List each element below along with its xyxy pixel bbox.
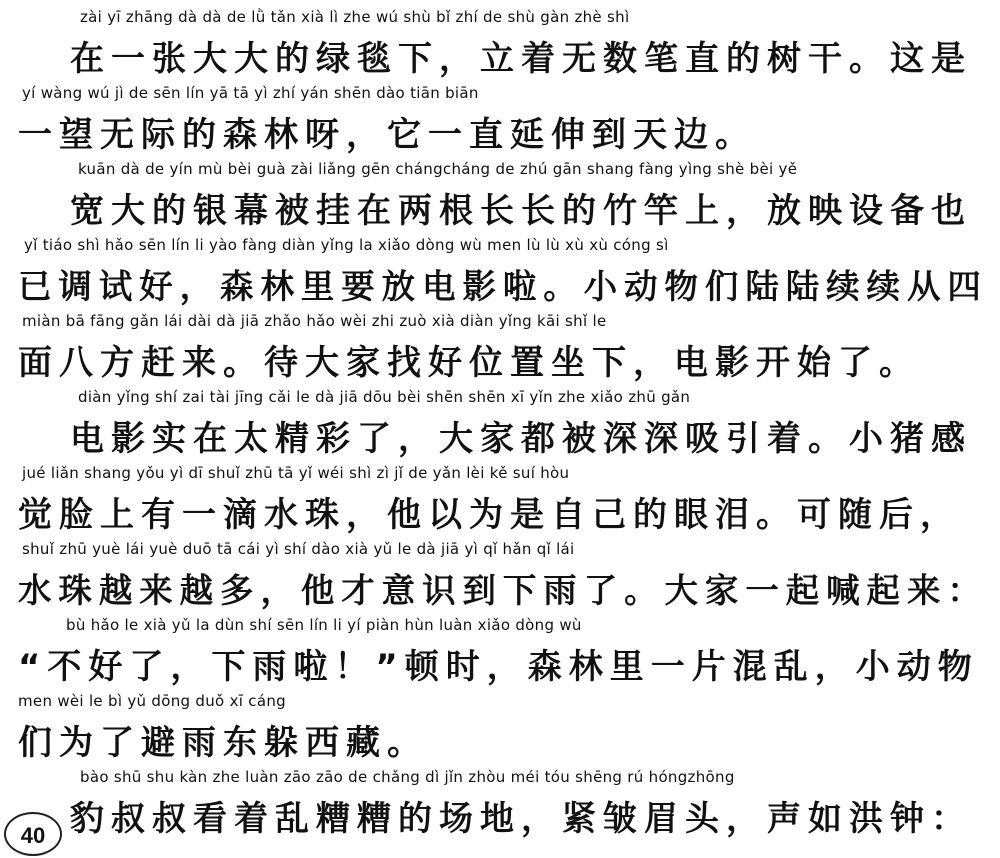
text-line [0,616,1000,692]
text-line [0,464,1000,540]
text-line [0,692,1000,768]
text-line [0,84,1000,160]
hanzi-line: 面八方赶来。待大家找好位置坐下，电影开始了。 [18,343,920,383]
text-line [0,8,1000,84]
pinyin-line: diàn yǐng shí zai tài jīng cǎi le dà jiā dōu bèi shēn shēn xī yǐn zhe xiǎo zhū gǎn [78,388,691,406]
text-line [0,388,1000,464]
hanzi-line: 宽大的银幕被挂在两根长长的竹竿上，放映设备也 [70,191,972,231]
text-line [0,540,1000,616]
hanzi-line: 豹叔叔看着乱糟糟的场地，紧皱眉头，声如洪钟： [70,799,972,839]
hanzi-line: 们为了避雨东躲西藏。 [18,723,428,763]
hanzi-line: 水珠越来越多，他才意识到下雨了。大家一起喊起来： [18,571,988,610]
text-line [0,160,1000,236]
text-line [0,312,1000,388]
pinyin-line: jué liǎn shang yǒu yì dī shuǐ zhū tā yǐ wéi shì zì jǐ de yǎn lèi kě suí hòu [22,464,570,482]
hanzi-line: “不好了，下雨啦！”顿时，森林里一片混乱，小动物 [18,647,979,687]
pinyin-line: men wèi le bì yǔ dōng duǒ xī cáng [18,692,286,710]
hanzi-line: 觉脸上有一滴水珠，他以为是自己的眼泪。可随后， [18,495,961,535]
pinyin-line: bù hǎo le xià yǔ la dùn shí sēn lín li yí piàn hùn luàn xiǎo dòng wù [66,616,582,634]
hanzi-line: 一望无际的森林呀，它一直延伸到天边。 [18,115,756,155]
text-line [0,236,1000,312]
hanzi-line: 在一张大大的绿毯下，立着无数笔直的树干。这是 [70,39,972,79]
text-line [0,768,1000,844]
pinyin-line: miàn bā fāng gǎn lái dài dà jiā zhǎo hǎo wèi zhi zuò xià diàn yǐng kāi shǐ le [22,312,607,330]
page-number: 40 [4,812,62,856]
pinyin-line: yǐ tiáo shì hǎo sēn lín li yào fàng diàn yǐng la xiǎo dòng wù men lù lù xù xù cóng sì [24,236,669,254]
pinyin-line: yí wàng wú jì de sēn lín yā tā yì zhí yán shēn dào tiān biān [22,84,479,102]
pinyin-line: shuǐ zhū yuè lái yuè duō tā cái yì shí dào xià yǔ le dà jiā yì qǐ hǎn qǐ lái [22,540,575,558]
pinyin-line: bào shū shu kàn zhe luàn zāo zāo de chǎng dì jǐn zhòu méi tóu shēng rú hóngzhōng [80,768,735,786]
hanzi-line: 已调试好，森林里要放电影啦。小动物们陆陆续续从四 [18,267,988,306]
hanzi-line: 电影实在太精彩了，大家都被深深吸引着。小猪感 [70,419,972,459]
pinyin-line: zài yī zhāng dà dà de lǜ tǎn xià lì zhe wú shù bǐ zhí de shù gàn zhè shì [80,8,630,26]
pinyin-line: kuān dà de yín mù bèi guà zài liǎng gēn chángcháng de zhú gān shang fàng yìng shè bèi yě [78,160,798,178]
